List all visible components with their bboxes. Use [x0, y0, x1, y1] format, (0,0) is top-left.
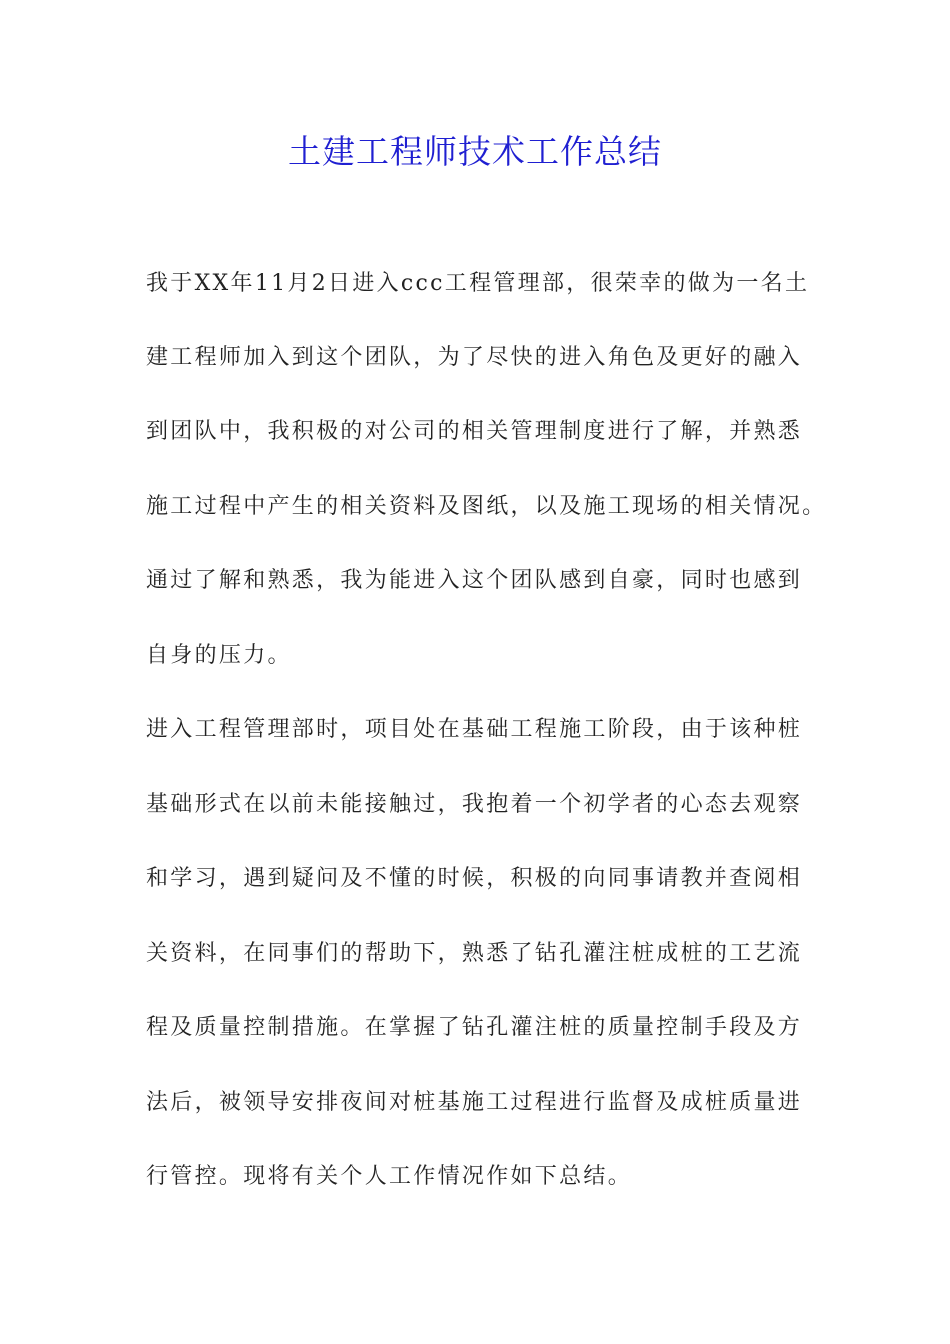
paragraph-line: 基础形式在以前未能接触过，我抱着一个初学者的心态去观察	[146, 792, 803, 817]
paragraph-line: 程及质量控制措施。在掌握了钻孔灌注桩的质量控制手段及方	[146, 1015, 803, 1040]
paragraph-line: 自身的压力。	[146, 643, 292, 668]
paragraph-line: 通过了解和熟悉，我为能进入这个团队感到自豪，同时也感到	[146, 568, 803, 593]
paragraph-line: 建工程师加入到这个团队，为了尽快的进入角色及更好的融入	[146, 345, 803, 370]
paragraph-line: 行管控。现将有关个人工作情况作如下总结。	[146, 1164, 633, 1189]
paragraph-line: 关资料，在同事们的帮助下，熟悉了钻孔灌注桩成桩的工艺流	[146, 941, 803, 966]
paragraph-line: 施工过程中产生的相关资料及图纸，以及施工现场的相关情况。	[146, 494, 827, 519]
document-title: 土建工程师技术工作总结	[288, 132, 662, 171]
paragraph-line: 进入工程管理部时，项目处在基础工程施工阶段，由于该种桩	[146, 717, 803, 742]
paragraph-line: 到团队中，我积极的对公司的相关管理制度进行了解，并熟悉	[146, 419, 803, 444]
paragraph-line: 法后，被领导安排夜间对桩基施工过程进行监督及成桩质量进	[146, 1090, 803, 1115]
paragraph-line: 和学习，遇到疑问及不懂的时候，积极的向同事请教并查阅相	[146, 866, 803, 891]
paragraph-line: 我于XX年11月2日进入ccc工程管理部，很荣幸的做为一名土	[146, 271, 810, 296]
